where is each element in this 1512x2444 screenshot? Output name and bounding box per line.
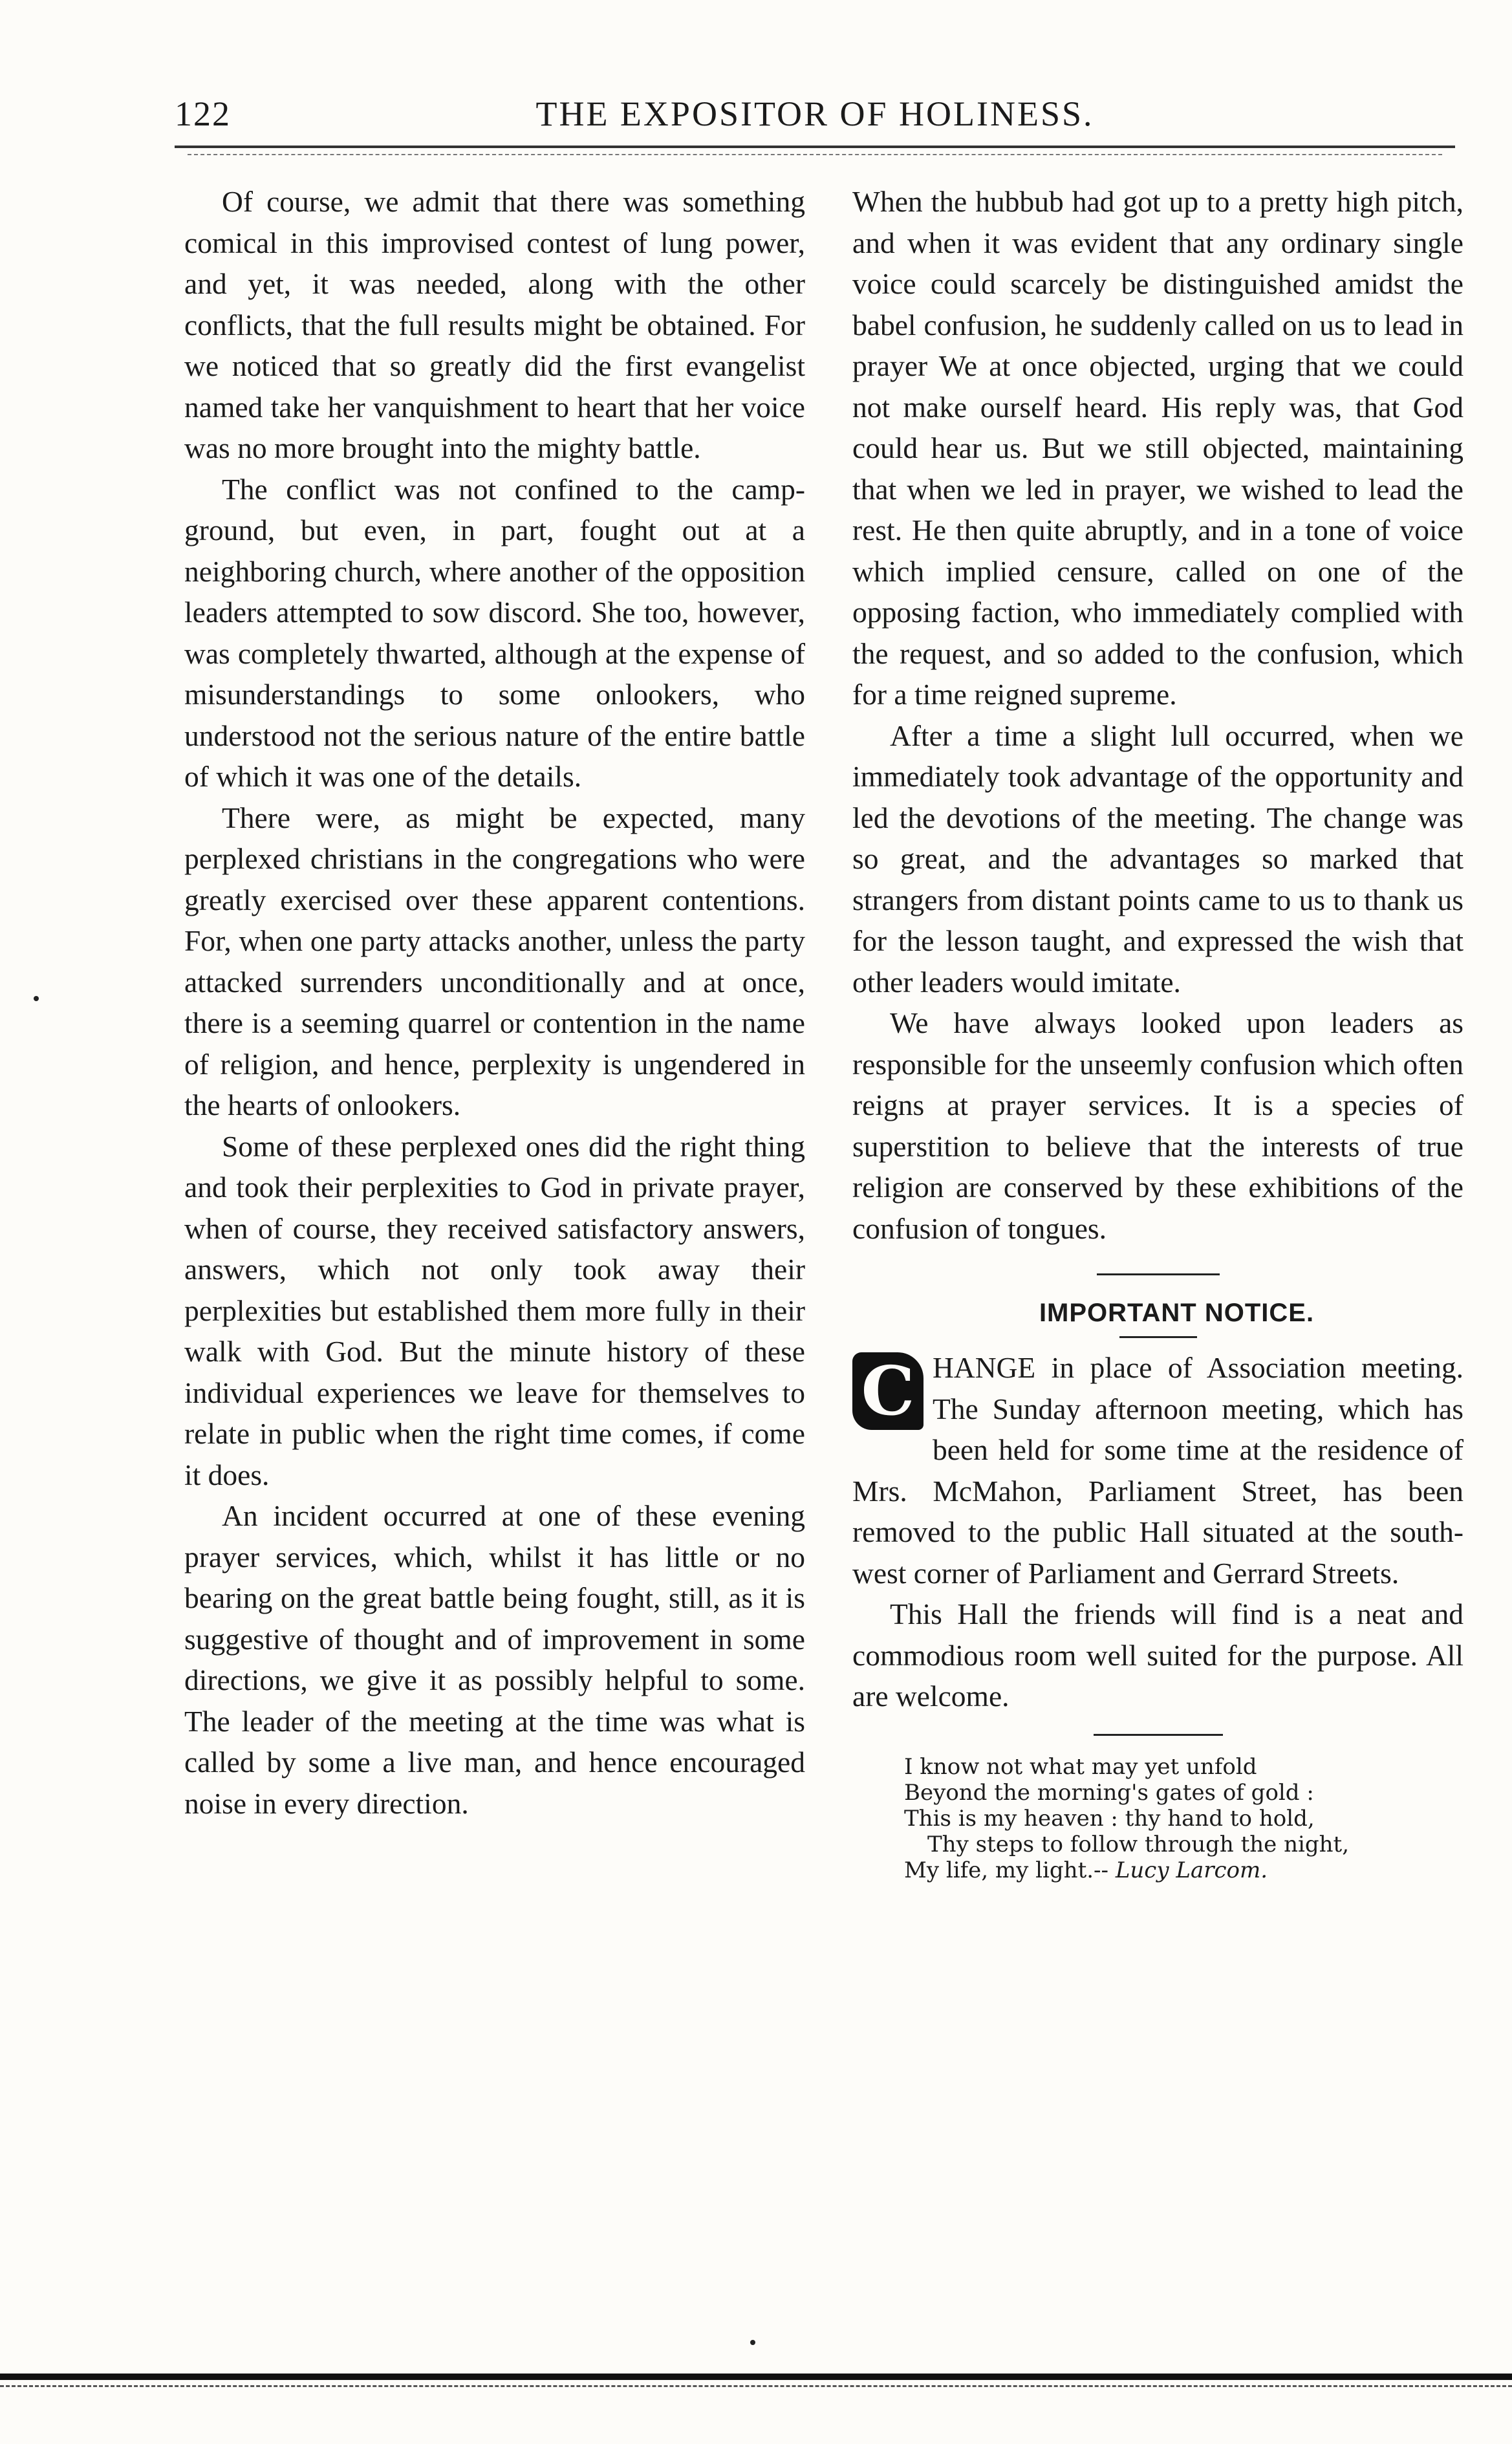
poem-author: Lucy Larcom. [1115,1857,1268,1883]
poem-line: I know not what may yet unfold [904,1753,1257,1780]
notice-paragraph: This Hall the friends will find is a neat and commodious room well suited for the purpose. All are welcome. [852,1597,1463,1713]
poem-line: Beyond the morning's gates of gold : [904,1779,1314,1806]
right-column [852,181,1463,1883]
paragraph: Of course, we admit that there was something comical in this improvised contest of lung power, and yet, it was needed, along with the other conflicts, that the full results might be obtained. For we noticed that so greatly did the first evangelist named take her vanquishment to heart that her voice was no more brought into the mighty battle. [184,185,805,464]
notice-text: HANGE in place of Association meeting. The Sunday afternoon meeting, which has been held for some time at the residence of Mrs. McMahon, Parliament Street, has been removed to the public Hall situated at the south-west corner of Parliament and Gerrard Streets. [852,1351,1463,1590]
print-speck [34,996,39,1001]
running-title: THE EXPOSITOR OF HOLINESS. [535,94,1094,133]
paragraph: After a time a slight lull occurred, when we immediately took advantage of the opportunity and led the devotions of the meeting. The change was so great, and the advantages so marked that strangers from distant points came to us to thank us for the lesson taught, and expressed the wish that other leaders would imitate. [852,719,1463,999]
poem-line: My life, my light.-- [904,1857,1109,1883]
print-speck [750,2340,755,2345]
paragraph-continuation: When the hubbub had got up to a pretty high pitch, and when it was evident that any ordinary single voice could scarcely be distinguished amidst the babel confusion, he suddenly called on us to lead in prayer We at once objected, urging that we could not make ourself heard. His reply was, that God could hear us. But we still objected, maintaining that when we led in prayer, we wished to lead the rest. He then quite abruptly, and in a tone of voice which implied censure, called on one of the opposing faction, who immediately complied with the request, and so added to the confusion, which for a time reigned supreme. [852,185,1463,711]
header-rule [175,146,1455,148]
notice-paragraph [852,1347,1463,1594]
poem-line: This is my heaven : thy hand to hold, [904,1805,1315,1832]
poem-line-attribution [904,1857,1463,1883]
poem [904,1754,1463,1883]
paragraph: We have always looked upon leaders as responsible for the unseemly confusion which often reigns at prayer services. It is a species of superstition to believe that the interests of true religion are conserved by these exhibitions of the confusion of tongues. [852,1006,1463,1245]
footer-rule-dashed [0,2385,1512,2387]
header-rule-dashed [188,154,1442,155]
poem-divider [1094,1734,1223,1736]
page-header [175,94,1455,146]
drop-cap: C [852,1352,923,1430]
paragraph: The conflict was not confined to the camp-ground, but even, in part, fought out at a neighboring church, where another of the opposition leaders attempted to sow discord. She too, however, was completely thwarted, although at the expense of misunderstandings to some onlookers, who understood not the serious nature of the entire battle of which it was one of the details. [184,472,805,793]
left-column [184,181,805,1824]
title-divider [1119,1336,1197,1338]
paragraph: Some of these perplexed ones did the right thing and took their perplexities to God in private prayer, when of course, they received satisfactory answers, answers, which not only took away their perplexities but established them more fully in their walk with God. But the minute history of these individual experiences we leave for themselves to relate in public when the right time comes, if come it does. [184,1129,805,1491]
footer-rule [0,2374,1512,2380]
notice-title: IMPORTANT NOTICE. [1039,1299,1315,1327]
paragraph: There were, as might be expected, many perplexed christians in the congregations who were greatly exercised over these apparent contentions. For, when one party attacks another, unless the party attacked surrenders unconditionally and at once, there is a seeming quarrel or contention in the name of religion, and hence, perplexity is ungendered in the hearts of onlookers. [184,801,805,1121]
paragraph: An incident occurred at one of these evening prayer services, which, whilst it has little or no bearing on the great battle being fought, still, as it is suggestive of thought and of improvement in some directions, we give it as possibly helpful to some. The leader of the meeting at the time was what is called by some a live man, and hence encouraged noise in every direction. [184,1499,805,1820]
page-number: 122 [175,94,231,133]
poem-line: Thy steps to follow through the night, [927,1831,1350,1857]
section-divider [1097,1273,1220,1275]
